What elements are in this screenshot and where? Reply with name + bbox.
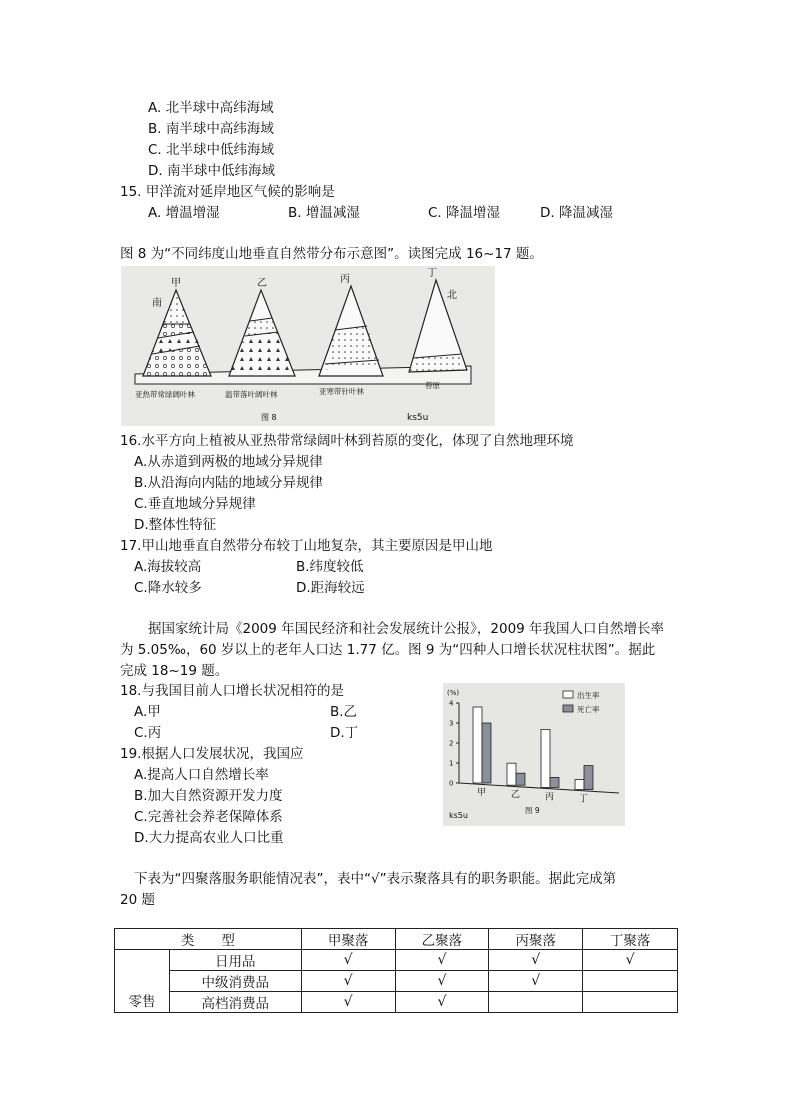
q18-option-b: B.乙: [330, 704, 358, 720]
fig8-south: 南: [152, 298, 162, 309]
table-group-retail: 零售: [115, 950, 170, 1013]
figure-9-population-chart: [443, 683, 625, 826]
q14-option-a: A. 北半球中高纬海域: [148, 100, 274, 116]
table-cell: √: [301, 992, 395, 1013]
q14-option-c: C. 北半球中低纬海域: [148, 142, 275, 158]
bar-death-3: [584, 766, 593, 790]
fig8-label-bing: 丙: [340, 274, 350, 285]
chart-watermark: ks5u: [449, 811, 468, 820]
fig8-label-yi: 乙: [257, 278, 267, 289]
table-cell: √: [489, 971, 583, 992]
table-header-row: [115, 929, 678, 950]
fig9-intro-line2: 为 5.05‰，60 岁以上的老年人口达 1.77 亿。图 9 为“四种人口增长状况柱状图”。据此: [120, 642, 656, 658]
y-tick-label: 0: [449, 779, 454, 788]
table-row: [115, 950, 678, 971]
table-cell: [583, 971, 678, 992]
x-category-label: 乙: [511, 790, 521, 801]
fig9-intro-line3: 完成 18~19 题。: [120, 663, 229, 679]
bar-death-0: [482, 723, 491, 783]
bar-death-1: [516, 773, 525, 785]
q14-option-b: B. 南半球中高纬海域: [148, 121, 274, 137]
table-cell: [489, 992, 583, 1013]
fig9-intro-line1: 据国家统计局《2009 年国民经济和社会发展统计公报》，2009 年我国人口自然增长率: [148, 621, 665, 637]
fig8-intro: 图 8 为“不同纬度山地垂直自然带分布示意图”。读图完成 16~17 题。: [120, 246, 543, 262]
y-tick-label: 4: [449, 699, 454, 708]
q15-option-d: D. 降温减湿: [540, 205, 613, 221]
fig8-watermark: ks5u: [407, 413, 429, 423]
table-cell: √: [395, 971, 489, 992]
table-cell: √: [583, 950, 678, 971]
x-category-label: 甲: [477, 788, 487, 798]
q18-option-a: A.甲: [134, 704, 161, 720]
legend-death-swatch: [563, 705, 573, 712]
table-header-col: 乙聚落: [395, 929, 489, 950]
q15-option-a: A. 增温增湿: [148, 205, 220, 221]
q18-option-d: D.丁: [330, 725, 359, 741]
service-table: [114, 928, 678, 1013]
table-header-col: 丁聚落: [583, 929, 678, 950]
x-category-label: 丁: [579, 794, 589, 805]
table-row: [115, 992, 678, 1013]
bar-birth-2: [541, 729, 550, 787]
q18-stem: 18.与我国目前人口增长状况相符的是: [120, 683, 344, 699]
q15-stem: 15. 甲洋流对延岸地区气候的影响是: [120, 184, 335, 200]
q17-option-c: C.降水较多: [134, 580, 202, 596]
chart-ylabel: (%): [447, 689, 460, 697]
table-cell: [583, 992, 678, 1013]
q18-option-c: C.丙: [134, 725, 162, 741]
q16-option-a: A.从赤道到两极的地域分异规律: [134, 454, 323, 470]
bar-birth-3: [575, 780, 584, 790]
fig8-label-jia: 甲: [171, 278, 181, 289]
fig8-zone-3: 亚寒带针叶林: [319, 387, 364, 396]
q16-stem: 16.水平方向上植被从亚热带常绿阔叶林到苔原的变化，体现了自然地理环境: [120, 433, 574, 449]
bar-death-2: [550, 777, 559, 787]
table-intro-line2: 20 题: [120, 892, 155, 908]
fig8-zone-2: 温带落叶阔叶林: [225, 390, 278, 399]
q19-option-c: C.完善社会养老保障体系: [134, 809, 283, 825]
bar-birth-0: [473, 707, 482, 783]
fig8-label-ding: 丁: [427, 268, 437, 279]
q14-option-d: D. 南半球中低纬海域: [148, 163, 275, 179]
legend-death-label: 死亡率: [577, 705, 600, 714]
q17-option-d: D.距海较远: [296, 580, 365, 596]
chart-caption: 图 9: [525, 806, 540, 815]
fig8-zone-1: 亚热带常绿阔叶林: [135, 390, 195, 399]
q15-option-b: B. 增温减湿: [288, 205, 360, 221]
q16-option-c: C.垂直地域分异规律: [134, 496, 256, 512]
figure-8-vertical-zones: [121, 266, 495, 426]
q17-option-b: B.纬度较低: [296, 559, 364, 575]
table-row-label: 中级消费品: [169, 971, 301, 992]
fig8-caption: 图 8: [261, 413, 277, 422]
q15-option-c: C. 降温增湿: [428, 205, 501, 221]
table-header-col: 甲聚落: [301, 929, 395, 950]
q17-stem: 17.甲山地垂直自然带分布较丁山地复杂，其主要原因是甲山地: [120, 538, 493, 554]
q19-option-a: A.提高人口自然增长率: [134, 767, 269, 783]
y-tick-label: 2: [449, 739, 454, 748]
table-row-label: 日用品: [169, 950, 301, 971]
table-cell: √: [301, 950, 395, 971]
legend-birth-label: 出生率: [577, 691, 600, 700]
table-intro-line1: 下表为“四聚落服务职能情况表”，表中“√”表示聚落具有的职务职能。据此完成第: [134, 871, 617, 887]
q19-option-b: B.加大自然资源开发力度: [134, 788, 283, 804]
table-cell: √: [489, 950, 583, 971]
bar-birth-1: [507, 763, 516, 785]
q16-option-d: D.整体性特征: [134, 517, 217, 533]
fig8-north: 北: [447, 290, 457, 301]
table-cell: √: [301, 971, 395, 992]
q19-option-d: D.大力提高农业人口比重: [134, 830, 284, 846]
table-row: [115, 971, 678, 992]
table-cell: √: [395, 950, 489, 971]
fig8-zone-4: 苔原: [425, 381, 440, 390]
table-cell: √: [395, 992, 489, 1013]
x-category-label: 丙: [545, 792, 555, 803]
legend-birth-swatch: [563, 691, 573, 698]
table-header-col: 丙聚落: [489, 929, 583, 950]
table-row-label: 高档消费品: [169, 992, 301, 1013]
q17-option-a: A.海拔较高: [134, 559, 202, 575]
q16-option-b: B.从沿海向内陆的地域分异规律: [134, 475, 324, 491]
q19-stem: 19.根据人口发展状况，我国应: [120, 746, 304, 762]
table-header-type: 类 型: [115, 929, 302, 950]
y-tick-label: 1: [449, 759, 454, 768]
y-tick-label: 3: [449, 719, 454, 728]
